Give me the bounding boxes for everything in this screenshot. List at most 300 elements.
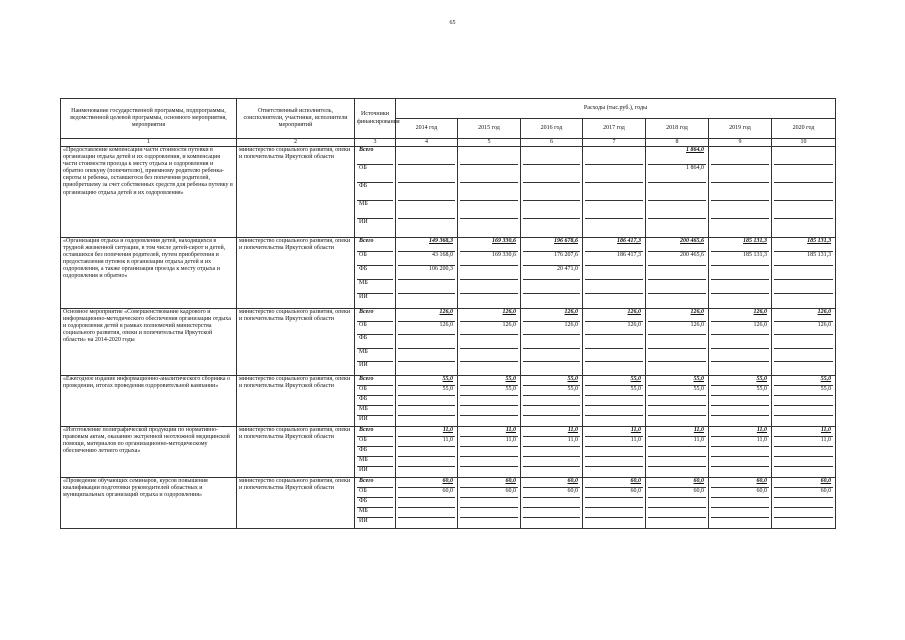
expense-value xyxy=(460,201,518,219)
table-row xyxy=(61,376,836,427)
expense-value: 55,0 xyxy=(648,376,706,386)
expense-value xyxy=(523,508,580,518)
expense-value xyxy=(523,467,580,477)
expense-value xyxy=(774,457,833,467)
expense-value xyxy=(648,219,706,237)
expense-value: 169 330,6 xyxy=(460,252,518,266)
expense-value xyxy=(398,396,455,406)
year-values xyxy=(709,478,772,529)
expense-value xyxy=(774,201,833,219)
expense-value xyxy=(711,518,769,528)
funding-sources xyxy=(355,309,396,376)
year-values xyxy=(772,238,836,309)
expense-value: 126,0 xyxy=(648,309,706,322)
expense-value xyxy=(523,183,580,201)
year-values xyxy=(709,238,772,309)
source-label: ФБ xyxy=(357,266,393,280)
expense-value xyxy=(711,406,769,416)
expense-value: 60,0 xyxy=(648,478,706,488)
expense-value xyxy=(774,508,833,518)
year-values xyxy=(583,147,646,238)
year-values xyxy=(646,478,709,529)
expense-value xyxy=(585,183,643,201)
expense-value xyxy=(774,294,833,308)
expense-value: 11,0 xyxy=(398,427,455,437)
expense-value: 11,0 xyxy=(523,427,580,437)
source-label: ОБ xyxy=(357,386,393,396)
expense-value xyxy=(585,457,643,467)
expense-value xyxy=(460,467,518,477)
expense-value xyxy=(711,362,769,375)
expense-value xyxy=(398,518,455,528)
expense-value xyxy=(774,518,833,528)
year-values xyxy=(709,427,772,478)
expense-value xyxy=(711,498,769,508)
source-label: МБ xyxy=(357,508,393,518)
expense-value xyxy=(774,396,833,406)
expense-value xyxy=(774,183,833,201)
page-number: 65 xyxy=(449,20,456,26)
expense-value xyxy=(398,294,455,308)
expense-value: 196 678,6 xyxy=(523,238,580,252)
expense-value: 11,0 xyxy=(774,427,833,437)
expense-value xyxy=(460,447,518,457)
expense-value: 60,0 xyxy=(398,488,455,498)
expense-value: 185 131,3 xyxy=(774,252,833,266)
source-label: Всего xyxy=(357,238,393,252)
expense-value xyxy=(648,266,706,280)
header-year: 2017 год xyxy=(583,119,646,139)
source-label: ОБ xyxy=(357,322,393,335)
expense-value: 60,0 xyxy=(774,488,833,498)
expense-value xyxy=(711,416,769,426)
year-values xyxy=(772,147,836,238)
expense-value: 126,0 xyxy=(585,322,643,335)
column-number: 6 xyxy=(521,139,583,147)
expense-value: 55,0 xyxy=(460,386,518,396)
expense-value xyxy=(648,406,706,416)
expense-value xyxy=(585,416,643,426)
expense-value xyxy=(398,406,455,416)
responsible-executor: министерство социального развития, опеки и попечительства Иркутской области xyxy=(237,147,355,238)
expense-value: 11,0 xyxy=(648,437,706,447)
activity-name: «Предоставление компенсации части стоимости путевки в организации отдыха детей и их оздоровления, и компенсация части стоимости проезда к месту отдыха и оздоровления и обратно опекуну (попечителю), приемному родителю ребенка-сироты и ребенка, оставшегося без попечения родителей, приобретшему за счет собственных средств для ребенка путевку в организацию отдыха детей и их оздоровления» xyxy=(61,147,237,238)
expense-value: 43 168,0 xyxy=(398,252,455,266)
expense-value: 126,0 xyxy=(523,322,580,335)
year-values xyxy=(458,238,521,309)
expense-value xyxy=(648,349,706,362)
expense-value xyxy=(585,447,643,457)
funding-sources xyxy=(355,238,396,309)
expense-value xyxy=(711,266,769,280)
expense-value xyxy=(523,406,580,416)
expense-value: 126,0 xyxy=(774,322,833,335)
expense-value: 169 330,6 xyxy=(460,238,518,252)
year-values xyxy=(772,478,836,529)
expense-value: 60,0 xyxy=(711,488,769,498)
activity-name: Основное мероприятие «Совершенствование кадрового и информационно-методического обеспечения организации отдыха и оздоровления детей в рамках полномочий министерства социального развития, опеки и попечительства Иркутской области» на 2014-2020 годы xyxy=(61,309,237,376)
expense-value: 126,0 xyxy=(398,309,455,322)
expense-value xyxy=(523,349,580,362)
expense-value xyxy=(585,201,643,219)
source-label: ФБ xyxy=(357,335,393,348)
table-row xyxy=(61,309,836,376)
expense-value: 126,0 xyxy=(585,309,643,322)
expense-value xyxy=(460,518,518,528)
header-name: Наименование государственной программы, подпрограммы, ведомственной целевой программы, основного мероприятия, мероприятия xyxy=(61,99,237,139)
responsible-executor: министерство социального развития, опеки и попечительства Иркутской области xyxy=(237,238,355,309)
expense-value xyxy=(585,406,643,416)
column-number: 9 xyxy=(709,139,772,147)
table-row xyxy=(61,478,836,529)
expense-value: 126,0 xyxy=(460,309,518,322)
expense-value xyxy=(523,165,580,183)
year-values xyxy=(709,376,772,427)
expense-value: 149 368,3 xyxy=(398,238,455,252)
expense-value xyxy=(774,447,833,457)
source-label: Всего xyxy=(357,478,393,488)
expense-value xyxy=(648,396,706,406)
expenses-table xyxy=(60,98,836,529)
expense-value: 60,0 xyxy=(585,478,643,488)
expense-value xyxy=(398,219,455,237)
header-year: 2014 год xyxy=(396,119,458,139)
year-values xyxy=(396,238,458,309)
expense-value xyxy=(398,498,455,508)
expense-value: 60,0 xyxy=(460,488,518,498)
expense-value xyxy=(585,335,643,348)
source-label: ИИ xyxy=(359,467,368,474)
expense-value xyxy=(523,219,580,237)
expense-value xyxy=(523,280,580,294)
expense-value: 11,0 xyxy=(523,437,580,447)
year-values xyxy=(521,309,583,376)
expense-value xyxy=(774,335,833,348)
expense-value xyxy=(774,498,833,508)
expense-value xyxy=(398,335,455,348)
expense-value: 60,0 xyxy=(460,478,518,488)
year-values xyxy=(709,147,772,238)
responsible-executor: министерство социального развития, опеки и попечительства Иркутской области xyxy=(237,427,355,478)
header-source: Источники финансирования xyxy=(355,99,396,139)
expense-value: 60,0 xyxy=(523,488,580,498)
expense-value xyxy=(711,201,769,219)
funding-sources xyxy=(355,376,396,427)
activity-name: «Ежегодное издание информационно-аналитического сборника о проведении, итогах проведения оздоровительной кампании» xyxy=(61,376,237,427)
expense-value: 55,0 xyxy=(648,386,706,396)
source-label: Всего xyxy=(357,376,393,386)
responsible-executor: министерство социального развития, опеки и попечительства Иркутской области xyxy=(237,376,355,427)
source-label: ИИ xyxy=(359,294,368,301)
expense-value: 200 465,6 xyxy=(648,252,706,266)
expense-value: 55,0 xyxy=(585,386,643,396)
expense-value: 126,0 xyxy=(398,322,455,335)
expense-value xyxy=(648,294,706,308)
source-label: ИИ xyxy=(359,518,368,525)
column-number: 10 xyxy=(772,139,836,147)
expense-value: 185 131,3 xyxy=(774,238,833,252)
expense-value xyxy=(648,416,706,426)
expense-value: 126,0 xyxy=(711,322,769,335)
table-row xyxy=(61,238,836,309)
expense-value xyxy=(711,349,769,362)
expense-value xyxy=(774,362,833,375)
expense-value xyxy=(460,416,518,426)
expense-value: 185 131,3 xyxy=(711,238,769,252)
expense-value xyxy=(460,498,518,508)
expense-value: 55,0 xyxy=(585,376,643,386)
year-values xyxy=(521,376,583,427)
expense-value xyxy=(711,294,769,308)
expense-value: 126,0 xyxy=(774,309,833,322)
header-year: 2015 год xyxy=(458,119,521,139)
expense-value xyxy=(585,467,643,477)
expense-value xyxy=(460,457,518,467)
table-row xyxy=(61,147,836,238)
expense-value xyxy=(648,280,706,294)
expense-value xyxy=(398,467,455,477)
expense-value xyxy=(460,280,518,294)
expense-value xyxy=(460,294,518,308)
activity-name: «Организация отдыха и оздоровления детей, находящихся в трудной жизненной ситуации, в том числе детей-сирот и детей, оставшихся без попечения родителей, путем приобретения и предоставления путевок в организации отдыха детей и их оздоровления, а также организация проезда к месту отдыха и оздоровления и обратно» xyxy=(61,238,237,309)
expense-value xyxy=(711,165,769,183)
year-values xyxy=(772,427,836,478)
year-values xyxy=(646,427,709,478)
expense-value xyxy=(585,165,643,183)
expense-value xyxy=(585,294,643,308)
expense-value xyxy=(398,508,455,518)
source-label: ОБ xyxy=(357,488,393,498)
expense-value xyxy=(460,335,518,348)
expense-value: 20 471,0 xyxy=(523,266,580,280)
expense-value xyxy=(398,147,455,165)
expense-value xyxy=(460,508,518,518)
expense-value xyxy=(774,219,833,237)
expense-value: 1 864,0 xyxy=(648,147,706,165)
expense-value: 1 864,0 xyxy=(648,165,706,183)
expense-value xyxy=(711,467,769,477)
expense-value: 60,0 xyxy=(585,488,643,498)
source-label: ФБ xyxy=(357,396,393,406)
source-label: ОБ xyxy=(357,165,393,183)
expense-value xyxy=(711,396,769,406)
expense-value: 55,0 xyxy=(774,376,833,386)
expense-value xyxy=(648,518,706,528)
expense-value xyxy=(585,508,643,518)
expense-value xyxy=(398,362,455,375)
activity-name: «Изготовление полиграфической продукции по нормативно-правовым актам, оказанию экстренной неотложной медицинской помощи, материалов по организационно-методическому обеспечению летнего отдыха» xyxy=(61,427,237,478)
expense-value xyxy=(398,183,455,201)
expense-value xyxy=(711,183,769,201)
year-values xyxy=(458,478,521,529)
source-label: Всего xyxy=(357,147,393,165)
responsible-executor: министерство социального развития, опеки и попечительства Иркутской области xyxy=(237,478,355,529)
year-values xyxy=(521,427,583,478)
expense-value xyxy=(774,406,833,416)
expense-value xyxy=(460,396,518,406)
year-values xyxy=(458,147,521,238)
year-values xyxy=(646,376,709,427)
activity-name: «Проведение обучающих семинаров, курсов повышения квалификации подготовки руководителей областных и муниципальных организаций отдыха и оздоровления» xyxy=(61,478,237,529)
funding-sources xyxy=(355,147,396,238)
expense-value: 55,0 xyxy=(774,386,833,396)
year-values xyxy=(396,376,458,427)
expense-value: 60,0 xyxy=(711,478,769,488)
source-label: ОБ xyxy=(357,437,393,447)
expense-value xyxy=(774,147,833,165)
year-values xyxy=(396,478,458,529)
expense-value xyxy=(523,518,580,528)
expense-value xyxy=(585,266,643,280)
expense-value xyxy=(585,396,643,406)
expense-value xyxy=(523,362,580,375)
year-values xyxy=(772,309,836,376)
expense-value xyxy=(774,266,833,280)
expense-value: 176 207,6 xyxy=(523,252,580,266)
responsible-executor: министерство социального развития, опеки и попечительства Иркутской области xyxy=(237,309,355,376)
expense-value xyxy=(398,280,455,294)
year-values xyxy=(396,147,458,238)
expense-value xyxy=(711,447,769,457)
expense-value xyxy=(585,362,643,375)
expense-value: 186 417,3 xyxy=(585,252,643,266)
expense-value: 60,0 xyxy=(648,488,706,498)
year-values xyxy=(583,309,646,376)
expense-value xyxy=(711,508,769,518)
expense-value xyxy=(398,457,455,467)
expense-value: 55,0 xyxy=(398,386,455,396)
expense-value xyxy=(398,416,455,426)
expense-value xyxy=(711,219,769,237)
expense-value xyxy=(523,396,580,406)
expense-value xyxy=(523,498,580,508)
expense-value: 11,0 xyxy=(774,437,833,447)
header-expenses: Расходы (тыс.руб.), годы xyxy=(396,99,836,119)
year-values xyxy=(396,309,458,376)
header-year: 2019 год xyxy=(709,119,772,139)
expense-value xyxy=(460,219,518,237)
column-number: 5 xyxy=(458,139,521,147)
source-label: ОБ xyxy=(357,252,393,266)
expense-value xyxy=(523,147,580,165)
column-number: 7 xyxy=(583,139,646,147)
expense-value: 60,0 xyxy=(398,478,455,488)
column-number: 4 xyxy=(396,139,458,147)
expense-value: 126,0 xyxy=(523,309,580,322)
expense-value xyxy=(585,219,643,237)
source-label: МБ xyxy=(357,280,393,294)
expense-value: 11,0 xyxy=(585,437,643,447)
year-values xyxy=(772,376,836,427)
column-number: 3 xyxy=(355,139,396,147)
expense-value xyxy=(460,349,518,362)
expense-value xyxy=(398,349,455,362)
expense-value xyxy=(648,362,706,375)
year-values xyxy=(583,427,646,478)
expense-value xyxy=(648,183,706,201)
year-values xyxy=(646,238,709,309)
column-number: 1 xyxy=(61,139,237,147)
source-label: МБ xyxy=(357,457,393,467)
expense-value xyxy=(648,201,706,219)
expense-value xyxy=(774,280,833,294)
expense-value xyxy=(460,406,518,416)
source-label: МБ xyxy=(357,201,393,219)
expense-value: 106 200,3 xyxy=(398,266,455,280)
expense-value: 11,0 xyxy=(648,427,706,437)
expense-value xyxy=(711,147,769,165)
expense-value xyxy=(523,335,580,348)
expense-value: 60,0 xyxy=(523,478,580,488)
year-values xyxy=(583,376,646,427)
expense-value xyxy=(585,280,643,294)
expense-value xyxy=(711,457,769,467)
expense-value xyxy=(648,498,706,508)
source-label: ИИ xyxy=(359,416,368,423)
expense-value xyxy=(648,457,706,467)
column-number: 2 xyxy=(237,139,355,147)
year-values xyxy=(521,478,583,529)
expense-value: 55,0 xyxy=(711,386,769,396)
expense-value: 55,0 xyxy=(523,376,580,386)
source-label: ИИ xyxy=(359,219,368,226)
year-values xyxy=(458,376,521,427)
source-label: ФБ xyxy=(357,498,393,508)
source-label: ФБ xyxy=(357,447,393,457)
expense-value xyxy=(585,147,643,165)
source-label: МБ xyxy=(357,406,393,416)
year-values xyxy=(521,238,583,309)
expense-value xyxy=(648,447,706,457)
year-values xyxy=(458,309,521,376)
funding-sources xyxy=(355,427,396,478)
expense-value: 185 131,3 xyxy=(711,252,769,266)
expense-value xyxy=(398,201,455,219)
expense-value xyxy=(585,349,643,362)
expense-value: 55,0 xyxy=(398,376,455,386)
table-row xyxy=(61,427,836,478)
expense-value xyxy=(460,362,518,375)
expense-value: 60,0 xyxy=(774,478,833,488)
expense-value xyxy=(460,183,518,201)
year-values xyxy=(583,238,646,309)
expense-value: 186 417,3 xyxy=(585,238,643,252)
header-responsible: Ответственный исполнитель, соисполнители, участники, исполнители мероприятий xyxy=(237,99,355,139)
expense-value xyxy=(460,165,518,183)
expense-value: 11,0 xyxy=(398,437,455,447)
year-values xyxy=(646,309,709,376)
funding-sources xyxy=(355,478,396,529)
expense-value xyxy=(774,349,833,362)
expense-value xyxy=(523,457,580,467)
column-number: 8 xyxy=(646,139,709,147)
expense-value xyxy=(774,165,833,183)
expense-value: 55,0 xyxy=(460,376,518,386)
year-values xyxy=(646,147,709,238)
expense-value xyxy=(648,467,706,477)
expense-value: 11,0 xyxy=(711,437,769,447)
expense-value xyxy=(523,294,580,308)
expense-value xyxy=(523,416,580,426)
expense-value xyxy=(585,498,643,508)
expense-value: 126,0 xyxy=(648,322,706,335)
expense-value xyxy=(398,447,455,457)
expense-value xyxy=(460,266,518,280)
expense-value xyxy=(774,416,833,426)
expense-value: 11,0 xyxy=(460,437,518,447)
expense-value: 126,0 xyxy=(460,322,518,335)
year-values xyxy=(458,427,521,478)
